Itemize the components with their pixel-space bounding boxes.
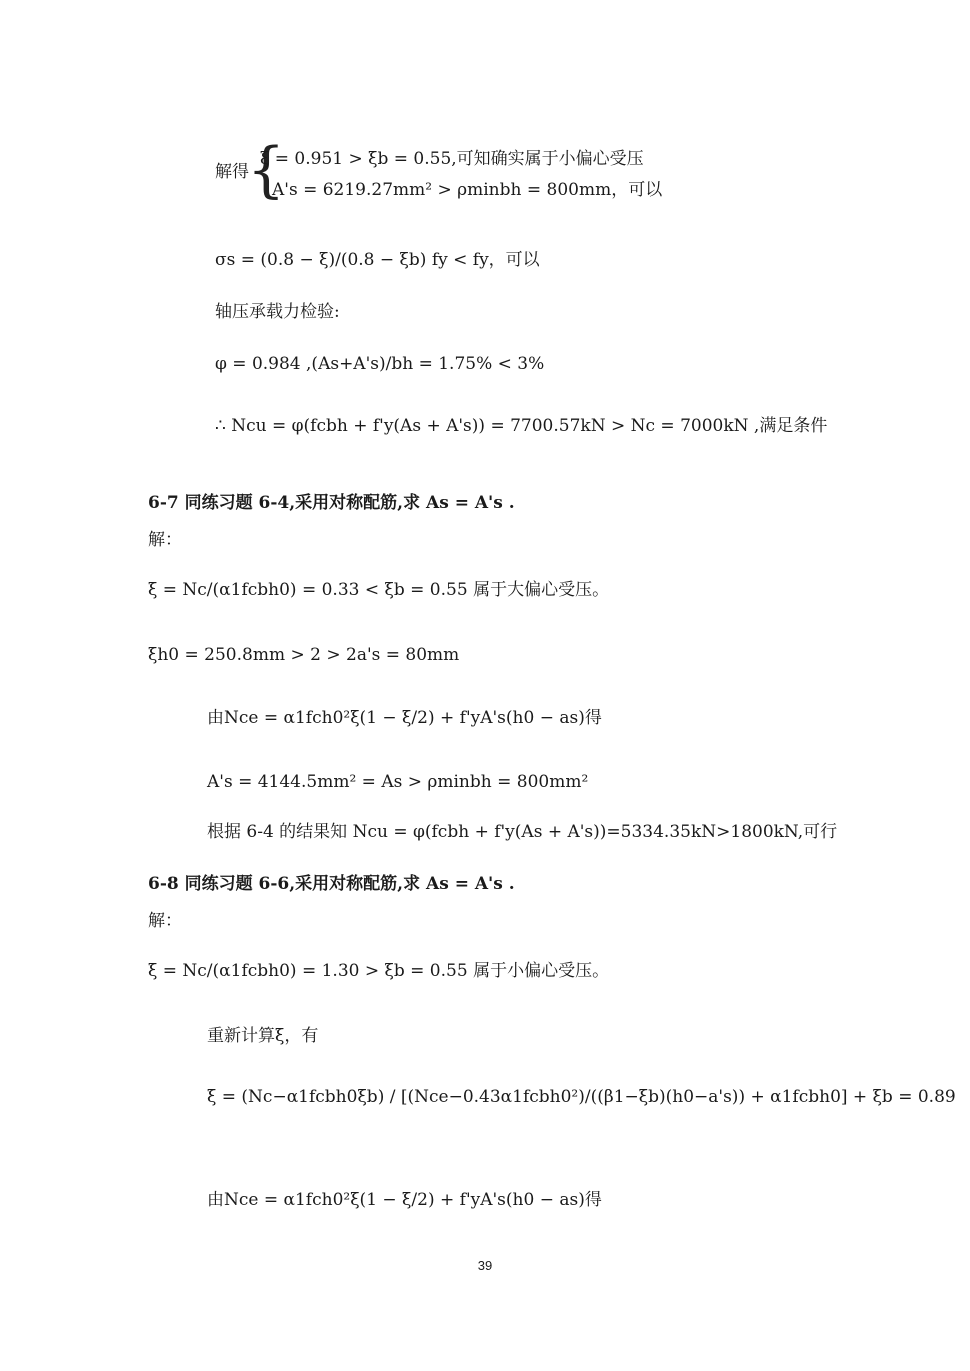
question-6-7-as-result: A's = 4144.5mm² = As > ρminbh = 800mm²: [207, 772, 589, 792]
solve-label: 解得: [215, 162, 249, 182]
question-6-8-title: 6-8 同练习题 6-6,采用对称配筋,求 As = A's .: [148, 874, 515, 894]
question-6-7-title: 6-7 同练习题 6-4,采用对称配筋,求 As = A's .: [148, 493, 515, 513]
question-6-7-xih0: ξh0 = 250.8mm > 2 > 2a's = 80mm: [148, 645, 460, 665]
question-6-8-xi-formula: ξ = (Nc−α1fcbh0ξb) / [(Nce−0.43α1fcbh0²)/((β1−ξb)(h0−a's)) + α1fcbh0] + ξb = 0.89: [207, 1087, 956, 1107]
question-6-8-equilibrium: 由Nce = α1fch0²ξ(1 − ξ/2) + f'yA's(h0 − as)得: [207, 1190, 602, 1210]
ncu-formula: ∴ Ncu = φ(fcbh + f'y(As + A's)) = 7700.57kN > Nc = 7000kN ,满足条件: [215, 416, 828, 436]
question-6-8-solution-label: 解：: [148, 911, 182, 931]
question-6-8-xi: ξ = Nc/(α1fcbh0) = 1.30 > ξb = 0.55 属于小偏心受压。: [148, 961, 610, 981]
question-6-7-equilibrium: 由Nce = α1fch0²ξ(1 − ξ/2) + f'yA's(h0 − as)得: [207, 708, 602, 728]
solve-line-xi: ξ = 0.951 > ξb = 0.55,可知确实属于小偏心受压: [260, 149, 644, 169]
question-6-7-solution-label: 解：: [148, 530, 182, 550]
question-6-7-capacity-check: 根据 6-4 的结果知 Ncu = φ(fcbh + f'y(As + A's))=5334.35kN>1800kN,可行: [207, 822, 838, 842]
brace-symbol: {: [247, 135, 286, 205]
question-6-8-recalc-note: 重新计算ξ，有: [207, 1026, 319, 1046]
axial-check-heading: 轴压承载力检验:: [215, 302, 340, 322]
sigma-s-formula: σs = (0.8 − ξ)/(0.8 − ξb) fy < fy，可以: [215, 250, 540, 270]
question-6-7-xi: ξ = Nc/(α1fcbh0) = 0.33 < ξb = 0.55 属于大偏心受压。: [148, 580, 610, 600]
solve-line-as: A's = 6219.27mm² > ρminbh = 800mm，可以: [272, 180, 663, 200]
page-number: 39: [477, 1258, 493, 1273]
phi-formula: φ = 0.984 ,(As+A's)/bh = 1.75% < 3%: [215, 354, 545, 374]
